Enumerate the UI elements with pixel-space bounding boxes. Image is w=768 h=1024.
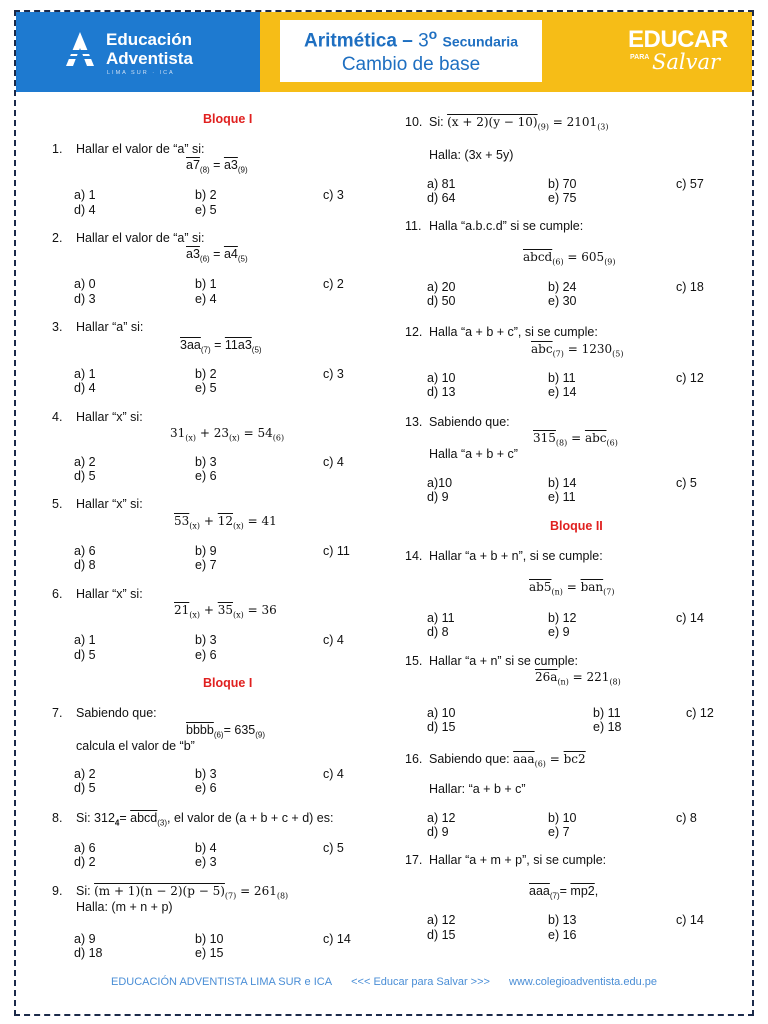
- option-a: a) 2: [74, 767, 96, 781]
- option-a: a) 1: [74, 188, 96, 202]
- option-b: b) 10: [548, 811, 577, 825]
- option-c: c) 12: [676, 371, 704, 385]
- option-d: d) 9: [427, 825, 449, 839]
- option-a: a) 2: [74, 455, 96, 469]
- option-e: e) 18: [593, 720, 622, 734]
- option-b: b) 11: [593, 706, 621, 720]
- option-d: d) 15: [427, 928, 456, 942]
- option-b: b) 24: [548, 280, 577, 294]
- option-d: d) 5: [74, 781, 96, 795]
- option-c: c) 14: [676, 913, 704, 927]
- option-c: c) 4: [323, 767, 344, 781]
- option-e: e) 5: [195, 203, 217, 217]
- option-a: a) 6: [74, 841, 96, 855]
- option-d: d) 4: [74, 381, 96, 395]
- footer-org: EDUCACIÓN ADVENTISTA LIMA SUR e ICA: [110, 976, 333, 988]
- option-a: a) 20: [427, 280, 456, 294]
- formula: $a3_{(6)} = a4_{(5)}$: [186, 247, 248, 264]
- formula: $53_{(x)} + 12_{(x)} = 41$: [174, 514, 277, 531]
- topic-title: Cambio de base: [341, 54, 481, 76]
- option-a: a) 0: [74, 277, 96, 291]
- formula: $26a_{(n)} = 221_{(8)}$: [535, 670, 621, 687]
- option-e: e) 4: [195, 292, 217, 306]
- option-b: b) 4: [195, 841, 217, 855]
- option-a: a) 6: [74, 544, 96, 558]
- option-d: d) 8: [74, 558, 96, 572]
- option-c: c) 4: [323, 633, 344, 647]
- option-e: e) 7: [195, 558, 217, 572]
- block-title: Bloque I: [203, 112, 253, 126]
- option-d: d) 2: [74, 855, 96, 869]
- option-e: e) 6: [195, 648, 217, 662]
- option-b: b) 3: [195, 633, 217, 647]
- org-logo-panel: [16, 12, 260, 92]
- option-b: b) 2: [195, 188, 217, 202]
- option-e: e) 3: [195, 855, 217, 869]
- option-e: e) 6: [195, 781, 217, 795]
- option-a: a) 10: [427, 371, 456, 385]
- option-d: d) 9: [427, 490, 449, 504]
- option-e: e) 14: [548, 385, 577, 399]
- option-c: c) 5: [323, 841, 344, 855]
- option-b: b) 11: [548, 371, 576, 385]
- formula: $a7_{(8)} = a3_{(9)}$: [186, 158, 248, 175]
- option-b: b) 10: [195, 932, 224, 946]
- option-d: d) 5: [74, 469, 96, 483]
- option-d: d) 8: [427, 625, 449, 639]
- option-d: d) 64: [427, 191, 456, 205]
- option-b: b) 70: [548, 177, 577, 191]
- slogan-logo-panel: [560, 12, 752, 92]
- option-c: c) 3: [323, 367, 344, 381]
- option-b: b) 9: [195, 544, 217, 558]
- adventist-logo-icon: [60, 30, 100, 70]
- formula: $\overline{abc}_{(7)} = 1230_{(5)}$: [531, 342, 624, 359]
- option-c: c) 8: [676, 811, 697, 825]
- option-a: a)10: [427, 476, 453, 490]
- option-e: e) 6: [195, 469, 217, 483]
- formula: $21_{(x)} + 35_{(x)} = 36$: [174, 603, 277, 620]
- option-b: b) 1: [195, 277, 217, 291]
- formula: $ab5_{(n)} = \overline{ban}_{(7)}$: [529, 580, 615, 597]
- option-d: d) 18: [74, 946, 103, 960]
- option-a: a) 1: [74, 633, 96, 647]
- option-d: d) 5: [74, 648, 96, 662]
- option-a: a) 12: [427, 811, 456, 825]
- option-b: b) 14: [548, 476, 577, 490]
- option-e: e) 30: [548, 294, 577, 308]
- option-c: c) 2: [323, 277, 344, 291]
- option-d: d) 13: [427, 385, 456, 399]
- option-b: b) 2: [195, 367, 217, 381]
- option-d: d) 50: [427, 294, 456, 308]
- option-a: a) 81: [427, 177, 456, 191]
- footer-website: www.colegioadventista.edu.pe: [509, 976, 657, 988]
- option-e: e) 9: [548, 625, 570, 639]
- formula: bbbb$_{(6)}$= $635_{(9)}$: [186, 723, 266, 740]
- option-a: a) 9: [74, 932, 96, 946]
- formula: $315_{(8)} = \overline{abc}_{(6)}$: [533, 431, 618, 448]
- option-e: e) 16: [548, 928, 577, 942]
- formula: $31_{(x)} + 23_{(x)} = 54_{(6)}$: [170, 426, 285, 443]
- option-e: e) 75: [548, 191, 577, 205]
- formula: abcd$_{(6)}$ = $605_{(9)}$: [523, 250, 616, 267]
- option-e: e) 15: [195, 946, 224, 960]
- option-c: c) 14: [676, 611, 704, 625]
- org-subtitle: LIMA SUR · ICA: [107, 70, 175, 76]
- option-d: d) 4: [74, 203, 96, 217]
- org-name-line2: Adventista: [106, 49, 193, 68]
- option-e: e) 5: [195, 381, 217, 395]
- title-box: [280, 20, 542, 82]
- course-title: Aritmética – 3$^o$ Secundaria: [304, 26, 518, 52]
- option-a: a) 11: [427, 611, 455, 625]
- slogan-para: PARA: [630, 54, 650, 61]
- page-border: [14, 10, 754, 1016]
- option-b: b) 13: [548, 913, 577, 927]
- option-c: c) 12: [686, 706, 714, 720]
- option-c: c) 11: [323, 544, 350, 558]
- option-e: e) 11: [548, 490, 576, 504]
- option-c: c) 5: [676, 476, 697, 490]
- option-c: c) 4: [323, 455, 344, 469]
- title-panel: [260, 12, 560, 92]
- option-a: a) 12: [427, 913, 456, 927]
- option-c: c) 14: [323, 932, 351, 946]
- slogan-educar: EDUCAR: [628, 26, 728, 53]
- option-a: a) 10: [427, 706, 456, 720]
- option-b: b) 12: [548, 611, 577, 625]
- header: [16, 12, 752, 92]
- formula: $\overline{aaa}_{(7)}= mp2$,: [529, 884, 599, 901]
- footer-slogan: <<< Educar para Salvar >>>: [351, 976, 490, 988]
- option-c: c) 57: [676, 177, 704, 191]
- option-c: c) 18: [676, 280, 704, 294]
- formula: $3aa_{(7)} = 11a3_{(5)}$: [180, 338, 262, 355]
- slogan-salvar: Salvar: [652, 50, 721, 74]
- block-title: Bloque II: [550, 519, 603, 533]
- org-name-line1: Educación: [106, 30, 192, 49]
- option-e: e) 7: [548, 825, 570, 839]
- option-c: c) 3: [323, 188, 344, 202]
- option-b: b) 3: [195, 455, 217, 469]
- option-d: d) 15: [427, 720, 456, 734]
- option-d: d) 3: [74, 292, 96, 306]
- footer: [0, 976, 768, 988]
- block-title: Bloque I: [203, 676, 253, 690]
- option-a: a) 1: [74, 367, 96, 381]
- option-b: b) 3: [195, 767, 217, 781]
